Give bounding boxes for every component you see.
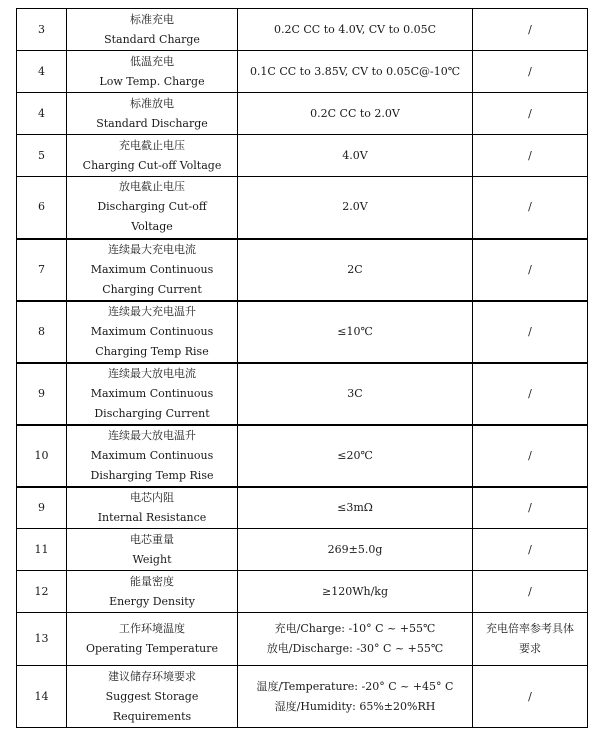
parameter-name-en: Operating Temperature [85,642,218,655]
parameter-name-cn: 工作环境温度 [119,622,185,635]
row-number: 3 [17,9,67,51]
parameter-name-en: Standard Discharge [96,116,208,130]
parameter-name-cn: 连续最大放电温升 [108,428,196,442]
parameter-name [67,571,238,613]
parameter-name-en: Internal Resistance [97,510,207,524]
parameter-remark: / [473,666,588,728]
parameter-name [67,135,238,177]
parameter-name [67,363,238,425]
parameter-name-cn: 连续最大充电温升 [108,304,196,318]
parameter-name-cn: 放电截止电压 [119,180,185,194]
parameter-value: 0.2C CC to 2.0V [238,93,473,135]
table-row [17,9,588,51]
parameter-name-cn: 标准放电 [130,96,174,110]
parameter-name-en: Energy Density [109,594,195,608]
row-number: 5 [17,135,67,177]
row-number: 13 [17,613,67,666]
spec-table [16,8,588,728]
parameter-name-cn: 电芯内阻 [130,490,174,504]
row-number: 10 [17,425,67,487]
parameter-name-cn: 低温充电 [130,54,174,68]
parameter-name-en: Charging Current [102,282,202,296]
parameter-name [67,301,238,363]
parameter-name-cn: 标准充电 [130,12,174,26]
parameter-value: ≤20℃ [238,425,473,487]
parameter-name-en: Disharging Temp Rise [90,468,214,482]
parameter-name-en: Maximum Continuous [90,448,214,462]
parameter-remark: / [473,301,588,363]
parameter-name-en: Discharging Cut-off [97,200,207,214]
parameter-name-en: Requirements [112,709,192,723]
table-row [17,301,588,363]
row-number: 9 [17,487,67,529]
row-number: 4 [17,51,67,93]
parameter-name-en: Weight [132,552,172,566]
parameter-value: 4.0V [238,135,473,177]
table-row [17,51,588,93]
parameter-remark: / [473,177,588,239]
table-row [17,363,588,425]
parameter-remark: / [473,239,588,301]
parameter-value: 269±5.0g [238,529,473,571]
parameter-remark: / [473,487,588,529]
parameter-value: ≥120Wh/kg [238,571,473,613]
row-number: 11 [17,529,67,571]
parameter-name-cn: 连续最大充电电流 [108,242,196,256]
parameter-name-en: Maximum Continuous [90,262,214,276]
parameter-value: 充电/Charge: -10° C ~ +55℃ 放电/Discharge: -30° C ~ +55℃ [238,613,473,666]
parameter-name-cn: 连续最大放电电流 [108,366,196,380]
parameter-value: 0.1C CC to 3.85V, CV to 0.05C@-10℃ [238,51,473,93]
parameter-name [67,51,238,93]
row-number: 12 [17,571,67,613]
row-number: 9 [17,363,67,425]
spec-table-body [17,9,588,728]
parameter-name [67,613,238,666]
parameter-value: 温度/Temperature: -20° C ~ +45° C 湿度/Humidity: 65%±20%RH [238,666,473,728]
parameter-name-cn: 电芯重量 [130,532,174,546]
parameter-value: 2C [238,239,473,301]
parameter-name-cn: 能量密度 [130,574,174,588]
parameter-name-en: Standard Charge [104,32,200,46]
row-number: 7 [17,239,67,301]
table-row [17,529,588,571]
parameter-remark: / [473,135,588,177]
table-row [17,487,588,529]
parameter-name-en: Low Temp. Charge [99,74,205,88]
table-row [17,425,588,487]
parameter-remark: / [473,93,588,135]
parameter-value: ≤10℃ [238,301,473,363]
parameter-name-en: Charging Temp Rise [95,344,209,358]
parameter-name [67,93,238,135]
parameter-remark: / [473,51,588,93]
parameter-name-en: Voltage [131,220,173,234]
parameter-remark: / [473,529,588,571]
parameter-value: 2.0V [238,177,473,239]
table-row [17,177,588,239]
parameter-remark: 充电倍率参考具体 要求 [473,613,588,666]
parameter-name-en: Maximum Continuous [90,324,214,338]
table-row [17,666,588,728]
table-row [17,239,588,301]
row-number: 4 [17,93,67,135]
parameter-name-cn: 充电截止电压 [119,138,185,152]
table-row [17,613,588,666]
parameter-name-cn: 建议储存环境要求 [108,669,196,683]
parameter-remark: / [473,425,588,487]
table-row [17,93,588,135]
parameter-name-en: Discharging Current [94,406,210,420]
row-number: 8 [17,301,67,363]
parameter-name [67,529,238,571]
parameter-name [67,666,238,728]
parameter-remark: / [473,571,588,613]
table-row [17,571,588,613]
parameter-value: 3C [238,363,473,425]
parameter-name-en: Suggest Storage [105,689,199,703]
parameter-name-en: Maximum Continuous [90,386,214,400]
parameter-name-en: Charging Cut-off Voltage [82,158,222,172]
parameter-name [67,425,238,487]
parameter-value: ≤3mΩ [238,487,473,529]
parameter-name [67,239,238,301]
row-number: 6 [17,177,67,239]
parameter-remark: / [473,363,588,425]
parameter-value: 0.2C CC to 4.0V, CV to 0.05C [238,9,473,51]
parameter-name [67,487,238,529]
parameter-remark: / [473,9,588,51]
parameter-name [67,177,238,239]
table-row [17,135,588,177]
parameter-name [67,9,238,51]
row-number: 14 [17,666,67,728]
